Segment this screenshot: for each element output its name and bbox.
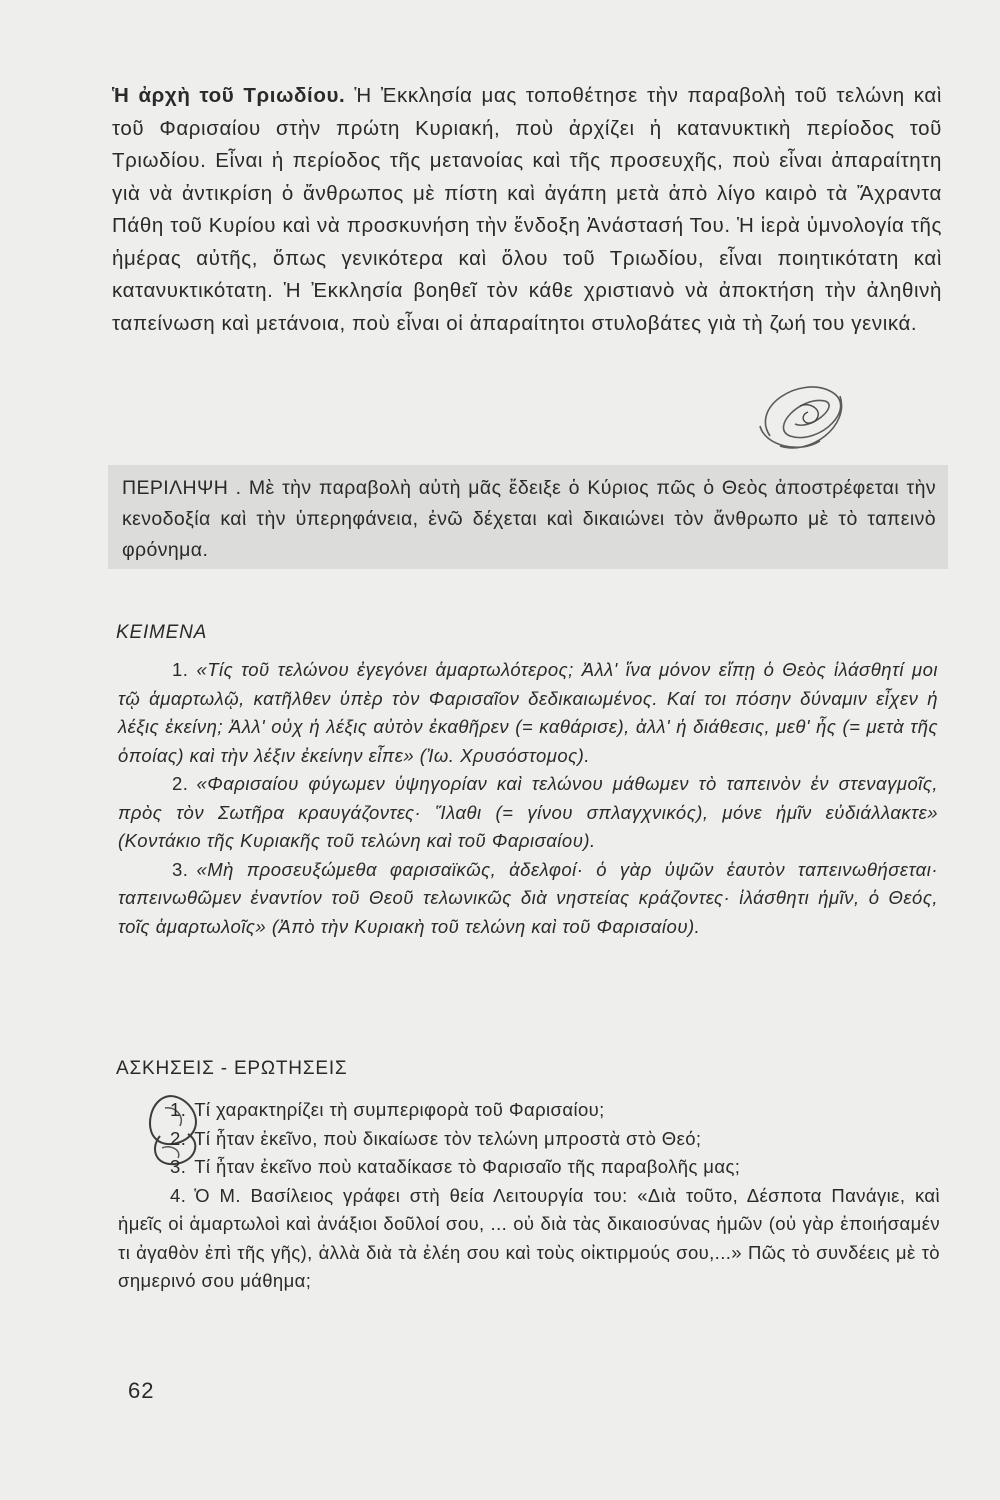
exercise-item bbox=[118, 1182, 940, 1296]
text-item-body: «Φαρισαίου φύγωμεν ὑψηγορίαν καὶ τελώνου μάθωμεν τὸ ταπεινὸν ἐν στεναγμοῖς, πρὸς τὸν Σωτῆρα κραυγάζοντες· Ἵλαθι (= γίνου σπλαγχνικός), μόνε ἡμῖν εὐδιάλλακτε» (Κοντάκιο τῆς Κυριακῆς τοῦ τελώνη καὶ τοῦ Φαρισαίου). bbox=[118, 773, 938, 851]
summary-text: Μὲ τὴν παραβολὴ αὐτὴ μᾶς ἔδειξε ὁ Κύριος πῶς ὁ Θεὸς ἀποστρέφεται τὴν κενοδοξία καὶ τὴν ὑπερηφάνεια, ἐνῶ δέχεται καὶ δικαιώνει τὸν ἄνθρωπο μὲ τὸ ταπεινὸ φρόνημα. bbox=[122, 477, 936, 561]
exercise-item bbox=[118, 1153, 940, 1182]
text-item-number: 1. bbox=[172, 659, 189, 680]
summary-label: ΠΕΡΙΛΗΨΗ . bbox=[122, 477, 242, 499]
intro-heading: Ἡ ἀρχὴ τοῦ Τριωδίου. bbox=[112, 84, 346, 107]
exercise-item-text: Τί χαρακτηρίζει τὴ συμπεριφορὰ τοῦ Φαρισαίου; bbox=[194, 1099, 605, 1120]
texts-section-title: ΚΕΙΜΕΝΑ bbox=[116, 622, 208, 643]
exercises-section-title: ΑΣΚΗΣΕΙΣ - ΕΡΩΤΗΣΕΙΣ bbox=[116, 1058, 348, 1079]
exercise-item bbox=[118, 1096, 940, 1125]
exercise-item-text: Τί ἦταν ἐκεῖνο ποὺ καταδίκασε τὸ Φαρισαῖο τῆς παραβολῆς μας; bbox=[194, 1156, 741, 1177]
text-item-number: 2. bbox=[172, 773, 189, 794]
summary-box bbox=[108, 465, 948, 569]
exercise-item-text: Τί ἦταν ἐκεῖνο, ποὺ δικαίωσε τὸν τελώνη μπροστὰ στὸ Θεό; bbox=[194, 1127, 702, 1149]
exercise-item-number: 1. bbox=[170, 1099, 187, 1120]
exercise-item-number: 4. bbox=[170, 1184, 187, 1206]
exercise-item-number: 3. bbox=[170, 1156, 187, 1177]
exercise-item-number: 2. bbox=[170, 1127, 187, 1149]
page-number: 62 bbox=[128, 1378, 155, 1403]
text-item bbox=[118, 856, 938, 942]
text-item-number: 3. bbox=[172, 858, 189, 880]
texts-list bbox=[118, 656, 938, 941]
text-item-body: «Μὴ προσευξώμεθα φαρισαϊκῶς, ἀδελφοί· ὁ γὰρ ὑψῶν ἑαυτὸν ταπεινωθήσεται· ταπεινωθῶμεν ἐναντίον τοῦ Θεοῦ τελωνικῶς διὰ νηστείας κράζοντες· ἱλάσθητι ἡμῖν, ὁ Θεός, τοῖς ἁμαρτωλοῖς» (Ἀπὸ τὴν Κυριακὴ τοῦ τελώνη καὶ τοῦ Φαρισαίου). bbox=[118, 858, 938, 937]
pen-scribble-mark bbox=[740, 366, 870, 456]
exercise-item bbox=[118, 1125, 940, 1154]
text-item-body: «Τίς τοῦ τελώνου ἐγεγόνει ἁμαρτωλότερος; Ἀλλ' ἵνα μόνον εἴπῃ ὁ Θεὸς ἱλάσθητί μοι τῷ ἁμαρτωλῷ, κατῆλθεν ὑπὲρ τὸν Φαρισαῖον δεδικαιωμένος. Καί τοι πόσην δύναμιν εἶχεν ἡ λέξις ἐκείνη; Ἀλλ' οὐχ ἡ λέξις αὐτὸν ἐκαθῆρεν (= καθάρισε), ἀλλ' ἡ διάθεσις, μεθ' ἧς (= μετὰ τῆς ὁποίας) καὶ τὴν λέξιν ἐκείνην εἶπε» (Ἰω. Χρυσόστομος). bbox=[118, 659, 938, 766]
exercises-list bbox=[118, 1096, 940, 1296]
intro-paragraph bbox=[112, 80, 942, 340]
text-item bbox=[118, 770, 938, 856]
intro-text: Ἡ Ἐκκλησία μας τοποθέτησε τὴν παραβολὴ τοῦ τελώνη καὶ τοῦ Φαρισαίου στὴν πρώτη Κυριακή, ποὺ ἀρχίζει ἡ κατανυκτικὴ περίοδος τοῦ Τριωδίου. Εἶναι ἡ περίοδος τῆς μετανοίας καὶ τῆς προσευχῆς, ποὺ εἶναι ἀπαραίτητη γιὰ νὰ ἀντικρίση ὁ ἄνθρωπος μὲ πίστη καὶ ἀγάπη μετὰ ἀπὸ λίγο καιρὸ τὰ Ἄχραντα Πάθη τοῦ Κυρίου καὶ νὰ προσκυνήση τὴν ἔνδοξη Ἀνάστασή Του. Ἡ ἱερὰ ὑμνολογία τῆς ἡμέρας αὐτῆς, ὅπως γενικότερα καὶ ὅλου τοῦ Τριωδίου, εἶναι ποιητικότατη καὶ κατανυκτικότατη. Ἡ Ἐκκλησία βοηθεῖ τὸν κάθε χριστιανὸ νὰ ἀποκτήση τὴν ἀληθινὴ ταπείνωση καὶ μετάνοια, ποὺ εἶναι οἱ ἀπαραίτητοι στυλοβάτες γιὰ τὴ ζωή του γενικά. bbox=[112, 84, 942, 335]
exercise-item-text: Ὁ Μ. Βασίλειος γράφει στὴ θεία Λειτουργία του: «Διὰ τοῦτο, Δέσποτα Πανάγιε, καὶ ἡμεῖς οἱ ἁμαρτωλοὶ καὶ ἀνάξιοι δοῦλοί σου, ... οὐ διὰ τὰς δικαιοσύνας ἡμῶν (οὐ γὰρ ἐποιήσαμέν τι ἀγαθὸν ἐπὶ τῆς γῆς), ἀλλὰ διὰ τὰ ἐλέη σου καὶ τοὺς οἰκτιρμούς σου,...» Πῶς τὸ συνδέεις μὲ τὸ σημερινό σου μάθημα; bbox=[118, 1184, 940, 1291]
text-item bbox=[118, 656, 938, 770]
